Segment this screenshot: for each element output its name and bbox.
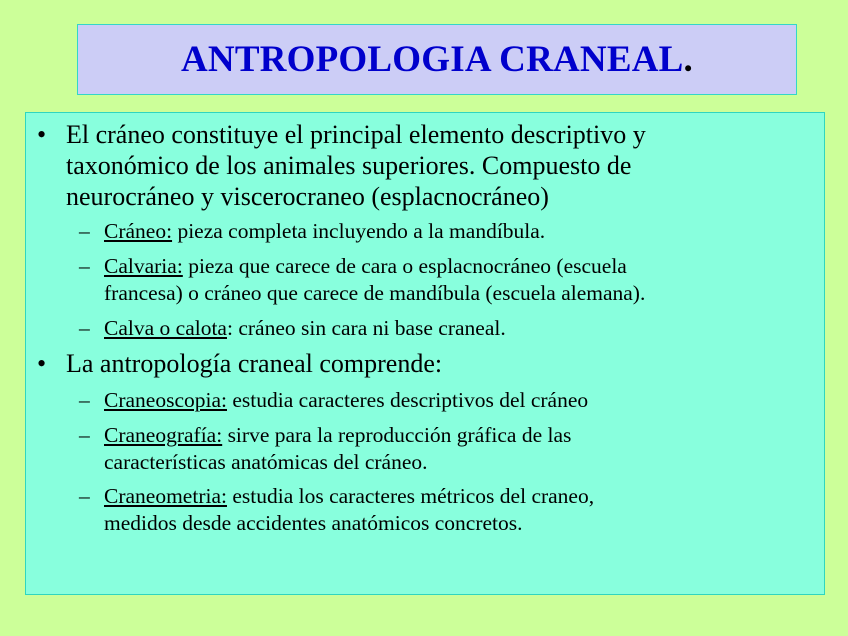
bullet-glyph: • — [37, 349, 47, 378]
sub-term: Calva o calota — [104, 316, 227, 340]
sub-desc: estudia los caracteres métricos del craneo, — [226, 484, 595, 508]
sub-text — [104, 253, 820, 307]
bullet-line: neurocráneo y viscerocraneo (esplacnocráneo) — [66, 182, 549, 211]
sub-desc: pieza completa incluyendo a la mandíbula. — [172, 219, 546, 243]
sub-term: Cráneo: — [104, 219, 173, 243]
content-box — [25, 112, 825, 595]
dash-glyph: – — [79, 316, 90, 340]
bullet-text — [66, 348, 816, 379]
bullet-line: El cráneo constituye el principal elemento descriptivo y — [66, 120, 646, 149]
sub-text — [104, 315, 820, 342]
dash-glyph: – — [79, 484, 90, 508]
sub-text — [104, 422, 820, 476]
sub-text — [104, 218, 820, 245]
dash-glyph: – — [79, 423, 90, 447]
sub-desc: sirve para la reproducción gráfica de las — [222, 423, 572, 447]
title-box — [77, 24, 797, 95]
bullet-glyph: • — [37, 120, 47, 149]
sub-text — [104, 387, 820, 414]
sub-term: Craneoscopia: — [104, 388, 227, 412]
sub-term: Craneometria: — [104, 484, 227, 508]
sub-term: Calvaria: — [104, 254, 183, 278]
dash-glyph: – — [79, 219, 90, 243]
bullet-line: La antropología craneal comprende: — [66, 349, 443, 378]
bullet-text — [66, 119, 816, 212]
sub-desc: pieza que carece de cara o esplacnocráneo (escuela — [182, 254, 627, 278]
sub-desc: : cráneo sin cara ni base craneal. — [226, 316, 506, 340]
bullet-line: taxonómico de los animales superiores. Compuesto de — [66, 151, 632, 180]
sub-term: Craneografía: — [104, 423, 223, 447]
sub-desc-line: francesa) o cráneo que carece de mandíbula (escuela alemana). — [104, 281, 646, 305]
dash-glyph: – — [79, 388, 90, 412]
title-period: . — [683, 39, 693, 80]
dash-glyph: – — [79, 254, 90, 278]
sub-desc-line: medidos desde accidentes anatómicos concretos. — [104, 511, 523, 535]
sub-desc-line: características anatómicas del cráneo. — [104, 450, 428, 474]
sub-text — [104, 483, 820, 537]
title-main: ANTROPOLOGIA CRANEAL — [181, 39, 684, 80]
sub-desc: estudia caracteres descriptivos del cráneo — [227, 388, 589, 412]
slide-title — [181, 38, 693, 81]
